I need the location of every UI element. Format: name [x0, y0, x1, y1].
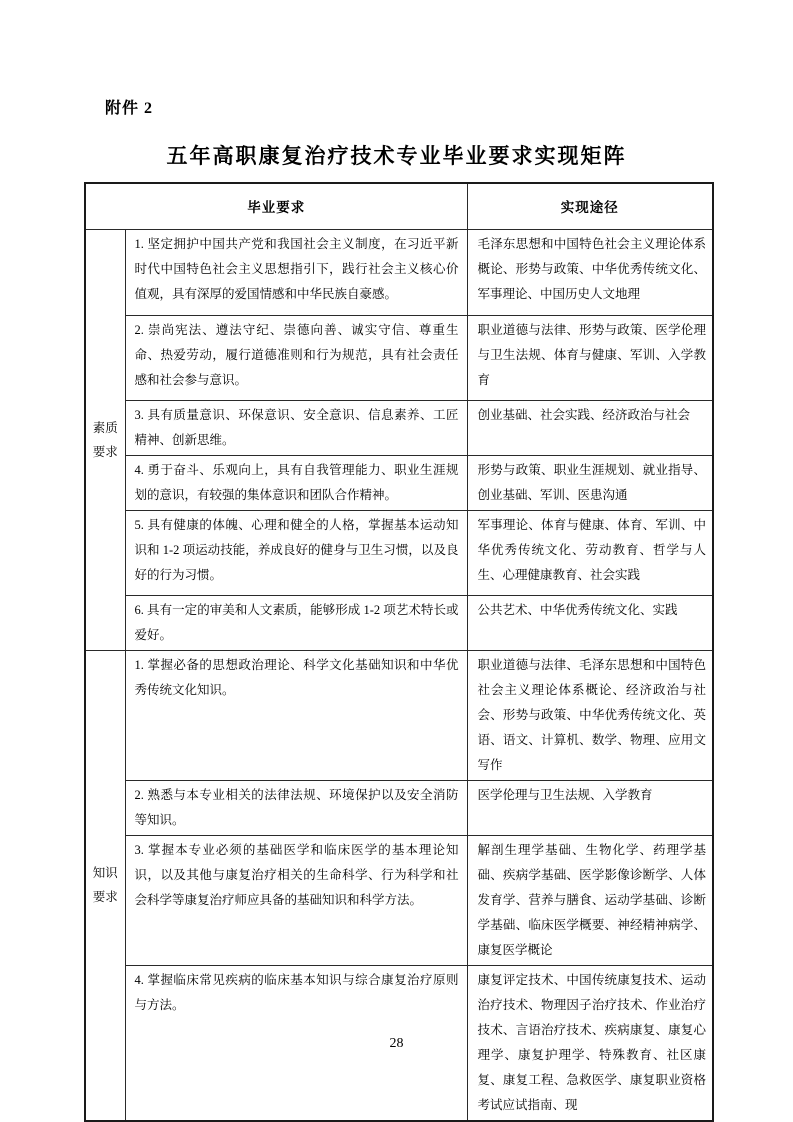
requirement-cell: 1. 掌握必备的思想政治理论、科学文化基础知识和中华优秀传统文化知识。: [125, 650, 467, 780]
group-cell-quality-requirements: 素质要求: [85, 229, 125, 650]
table-row: [85, 455, 713, 510]
pathway-cell: 职业道德与法律、毛泽东思想和中国特色社会主义理论体系概论、经济政治与社会、形势与政策、中华优秀传统文化、英语、语文、计算机、数学、物理、应用文写作: [467, 650, 713, 780]
column-header-graduation-requirements: 毕业要求: [85, 183, 467, 229]
requirement-cell: 5. 具有健康的体魄、心理和健全的人格，掌握基本运动知识和 1-2 项运动技能，养成良好的健身与卫生习惯，以及良好的行为习惯。: [125, 510, 467, 595]
requirement-cell: 3. 掌握本专业必须的基础医学和临床医学的基本理论知识，以及其他与康复治疗相关的生命科学、行为科学和社会科学等康复治疗师应具备的基础知识和科学方法。: [125, 835, 467, 965]
table-row: [85, 315, 713, 400]
page-title: 五年高职康复治疗技术专业毕业要求实现矩阵: [166, 144, 627, 168]
pathway-cell: 军事理论、体育与健康、体育、军训、中华优秀传统文化、劳动教育、哲学与人生、心理健康教育、社会实践: [467, 510, 713, 595]
requirement-cell: 6. 具有一定的审美和人文素质，能够形成 1-2 项艺术特长或爱好。: [125, 595, 467, 650]
pathway-cell: 解剖生理学基础、生物化学、药理学基础、疾病学基础、医学影像诊断学、人体发育学、营养与膳食、运动学基础、诊断学基础、临床医学概要、神经精神病学、康复医学概论: [467, 835, 713, 965]
table-row: [85, 229, 713, 315]
requirement-cell: 1. 坚定拥护中国共产党和我国社会主义制度，在习近平新时代中国特色社会主义思想指引下，践行社会主义核心价值观，具有深厚的爱国情感和中华民族自豪感。: [125, 229, 467, 315]
pathway-cell: 医学伦理与卫生法规、入学教育: [467, 780, 713, 835]
column-header-implementation-pathway: 实现途径: [467, 183, 713, 229]
pathway-cell: 公共艺术、中华优秀传统文化、实践: [467, 595, 713, 650]
table-row: [85, 400, 713, 455]
table-row: [85, 780, 713, 835]
table-row: [85, 510, 713, 595]
requirement-cell: 3. 具有质量意识、环保意识、安全意识、信息素养、工匠精神、创新思维。: [125, 400, 467, 455]
pathway-cell: 康复评定技术、中国传统康复技术、运动治疗技术、物理因子治疗技术、作业治疗技术、言语治疗技术、疾病康复、康复心理学、康复护理学、特殊教育、社区康复、康复工程、急救医学、康复职业资格考试应试指南、现: [467, 965, 713, 1121]
requirement-cell: 2. 崇尚宪法、遵法守纪、崇德向善、诚实守信、尊重生命、热爱劳动，履行道德准则和行为规范，具有社会责任感和社会参与意识。: [125, 315, 467, 400]
pathway-cell: 毛泽东思想和中国特色社会主义理论体系概论、形势与政策、中华优秀传统文化、军事理论、中国历史人文地理: [467, 229, 713, 315]
pathway-cell: 形势与政策、职业生涯规划、就业指导、创业基础、军训、医患沟通: [467, 455, 713, 510]
requirement-cell: 4. 勇于奋斗、乐观向上，具有自我管理能力、职业生涯规划的意识，有较强的集体意识和团队合作精神。: [125, 455, 467, 510]
table-row: [85, 650, 713, 780]
table-row: [85, 595, 713, 650]
requirement-cell: 2. 熟悉与本专业相关的法律法规、环境保护以及安全消防等知识。: [125, 780, 467, 835]
attachment-label: 附件 2: [105, 100, 154, 117]
requirements-matrix-table: [84, 182, 714, 1122]
requirement-cell: 4. 掌握临床常见疾病的临床基本知识与综合康复治疗原则与方法。: [125, 965, 467, 1121]
page-number: 28: [389, 1036, 404, 1051]
table-header-row: [85, 183, 713, 229]
pathway-cell: 职业道德与法律、形势与政策、医学伦理与卫生法规、体育与健康、军训、入学教育: [467, 315, 713, 400]
group-cell-knowledge-requirements: 知识要求: [85, 650, 125, 1121]
table-row: [85, 835, 713, 965]
pathway-cell: 创业基础、社会实践、经济政治与社会: [467, 400, 713, 455]
